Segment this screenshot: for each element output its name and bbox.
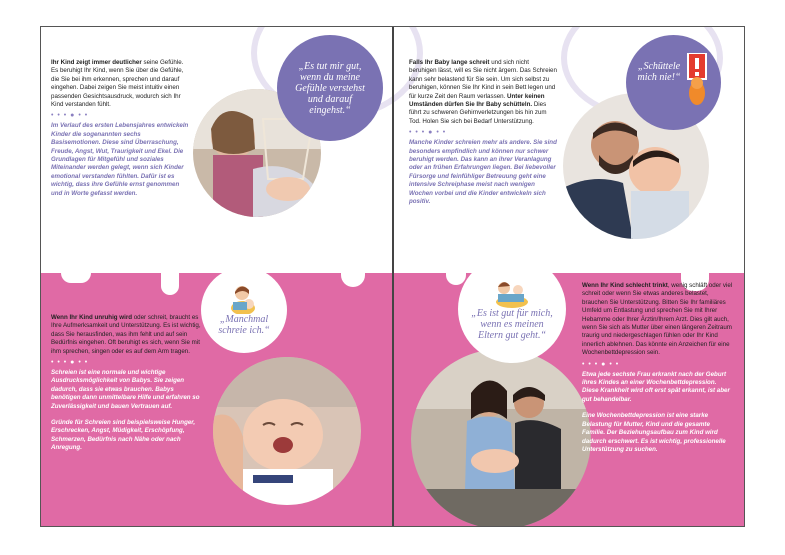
stuffed-animal-icon: [680, 53, 714, 109]
photo-breastfeeding-family: [411, 349, 591, 527]
quote-bubble: [626, 35, 721, 130]
dots-separator: • • • ● • •: [51, 112, 89, 120]
left-top-italic: Im Verlauf des ersten Lebensjahres entwickeln Kinder die sogenannten sechs Basisemotionen. Diese sind Überraschung, Freude, Angst, Wut, Traurigkeit und Ekel. Die Grundlagen für Mitgefühl und soziales Miteinander werden gelegt, wenn sich Kinder emotional verstanden fühlten. Dafür ist es wichtig, dass ihre Gefühle ernst genommen und in Worte gefasst werden.: [51, 122, 189, 197]
right-bottom-text: [582, 282, 734, 454]
quote-text: „Es ist gut für mich, wenn es meinen Eltern gut geht.“: [471, 307, 553, 341]
quote-bubble: [201, 267, 287, 353]
right-bottom-italic-1: Etwa jede sechste Frau erkrankt nach der Geburt ihres Kindes an einer Wochenbettdepression. Diese Krankheit wird oft erst spät erkannt, ist aber gut behandelbar.: [582, 370, 730, 403]
dots-separator: • • • ● • •: [409, 129, 447, 137]
right-top-lead: Falls Ihr Baby lange schreit und sich nicht beruhigen lässt, will es Sie nicht ärgern. Das Schreien kann sehr belastend für Sie sein. Um sich selbst zu beruhigen, können Sie Ihr Kind in sein Bett legen und für kurze Zeit den Raum verlassen. Unter keinen Umständen dürfen Sie Ihr Baby schütteln. Dies führt zu schweren Gehirnverletzungen bis hin zum Tod. Holen Sie sich bei Bedarf Unterstützung.: [409, 59, 557, 125]
left-bottom-italic-1: Schreien ist eine normale und wichtige Ausdrucksmöglichkeit von Babys. Sie zeigen dadurch, dass sie etwas brauchen. Babys benötigen dann unmittelbare Hilfe und erfahren so Zuverlässigkeit und bauen Vertrauen auf.: [51, 369, 200, 410]
quote-text: „Manchmal schreie ich.“: [218, 314, 270, 336]
left-top-text: [51, 59, 191, 198]
right-bottom-lead: Wenn Ihr Kind schlecht trinkt, wenig schläft oder viel schreit oder wenn Sie etwas anderes belastet, brauchen Sie Unterstützung. Bitten Sie Ihr familiäres Umfeld um Entlastung und sprechen Sie mit Ihrer Hebamme oder Ihrer Ärztin/Ihrem Arzt. Dies gilt auch, wenn Sie sich als Mutter über einen längeren Zeitraum traurig und niedergeschlagen fühlen oder Ihr Kind innerlich ablehnen. Das könnte ein Anzeichen für eine Wochenbettdepression sein.: [582, 282, 733, 357]
family-cuddle-icon: [492, 278, 532, 308]
right-bottom-italic-2: Eine Wochenbettdepression ist eine starke Belastung für Mutter, Kind und die gesamte Familie. Der Beziehungsaufbau zum Kind wird dadurch erschwert. Es ist wichtig, professionelle Unterstützung zu suchen.: [582, 412, 726, 453]
quote-bubble: [277, 35, 383, 141]
parent-holding-baby-icon: [227, 284, 261, 314]
left-bottom-lead: Wenn Ihr Kind unruhig wird oder schreit, braucht es Ihre Aufmerksamkeit und Unterstützung. Es ist wichtig, dass Sie herausfinden, was ihm fehlt und auf sein Bedürfnis eingehen. Oft beruhigt es sich, wenn Sie mit ihm sprechen, singen oder es auf dem Arm tragen.: [51, 314, 201, 355]
photo-crying-baby: [213, 357, 361, 505]
quote-text: „Schüttele mich nie!“: [637, 61, 681, 83]
quote-text: „Es tut mir gut, wenn du meine Gefühle verstehst und darauf eingehst.“: [295, 60, 365, 116]
quote-bubble: [458, 255, 566, 363]
page-spine: [392, 27, 394, 526]
left-bottom-italic-2: Gründe für Schreien sind beispielsweise Hunger, Erschrecken, Angst, Müdigkeit, Erschöpfung, Schmerzen, Bedürfnis nach Nähe oder nach Anregung.: [51, 419, 196, 452]
left-top-lead: Ihr Kind zeigt immer deutlicher seine Gefühle. Es beruhigt Ihr Kind, wenn Sie über die Gefühle, die Sie bei ihm erkennen, sprechen und darauf eingehen. Dabei zeigen Sie meist intuitiv einen passenden Gesichtsausdruck, wodurch sich Ihr Kind verstanden fühlt.: [51, 59, 184, 109]
dots-separator: • • • ● • •: [51, 359, 89, 367]
dots-separator: • • • ● • •: [582, 360, 620, 368]
drip: [161, 273, 179, 295]
left-bottom-text: [51, 314, 203, 453]
right-top-text: [409, 59, 557, 207]
brochure-spread: [40, 26, 745, 527]
right-top-italic: Manche Kinder schreien mehr als andere. Sie sind besonders empfindlich und können nur schwer beruhigt werden. Das kann an ihrer Veranlagung oder an frühen Erfahrungen liegen. Bei liebevoller Fürsorge und feinfühliger Betreuung geht eine intensive Schreiphase meist nach wenigen Wochen vorbei und die Kinder entwickeln sich positiv.: [409, 139, 557, 206]
